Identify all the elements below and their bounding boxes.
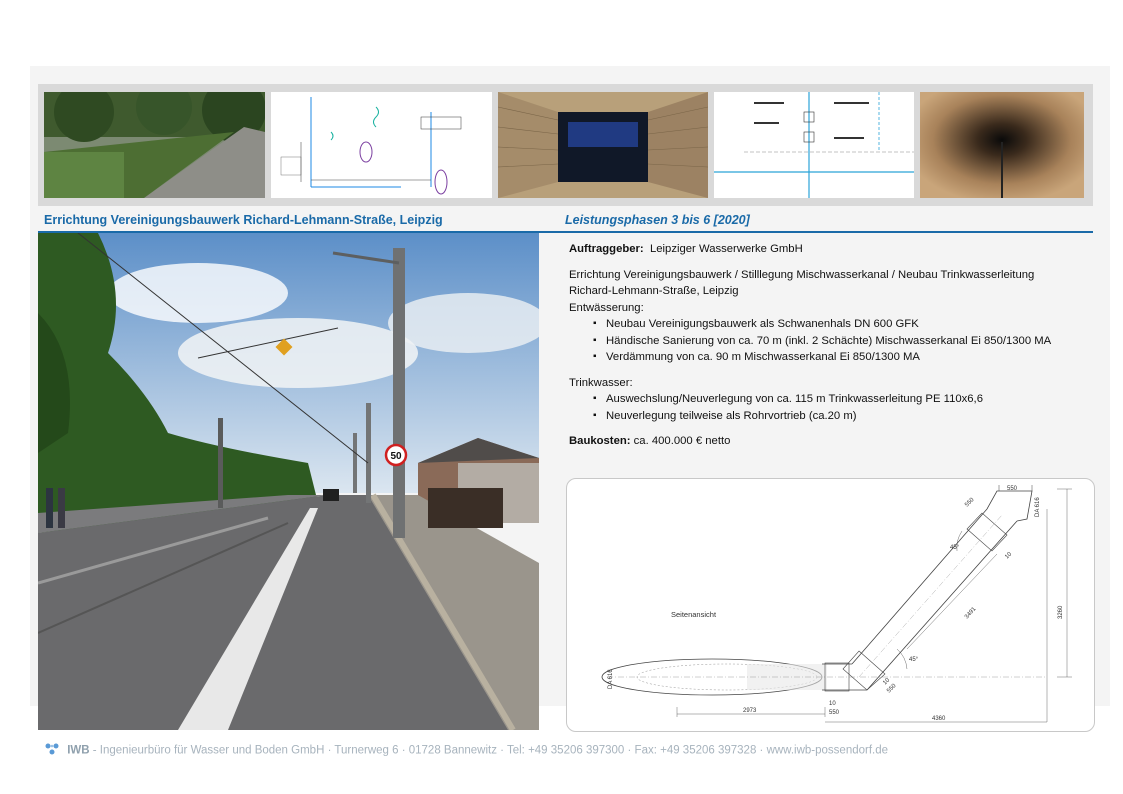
side-view-drawing xyxy=(566,478,1095,732)
footer-brand: IWB xyxy=(67,744,90,757)
list-item: ▪ Neubau Vereinigungsbauwerk als Schwanenhals DN 600 GFK xyxy=(593,316,1089,333)
thumbnail-pipe-schematic xyxy=(714,92,914,198)
dim-angle-top: 45° xyxy=(950,545,960,551)
list-item: ▪ Händische Sanierung von ca. 70 m (inkl. 2 Schächte) Mischwasserkanal Ei 850/1300 MA xyxy=(593,333,1089,350)
iwb-logo-icon xyxy=(44,742,60,759)
drainage-list xyxy=(569,316,1089,366)
dim-vertical-height: 3260 xyxy=(1058,605,1064,619)
dim-top-width: 550 xyxy=(1007,486,1018,492)
cost-value: ca. 400.000 € netto xyxy=(633,435,731,447)
dim-top-offset: 550 xyxy=(964,497,976,509)
description-location: Richard-Lehmann-Straße, Leipzig xyxy=(569,285,739,297)
client-label: Auftraggeber: xyxy=(569,243,644,255)
list-item: ▪ Neuverlegung teilweise als Rohrvortrieb (ca.20 m) xyxy=(593,408,1089,425)
client-value: Leipziger Wasserwerke GmbH xyxy=(649,243,803,255)
cost-label: Baukosten: xyxy=(569,435,631,447)
description-line: Errichtung Vereinigungsbauwerk / Stilllegung Mischwasserkanal / Neubau Trinkwasserleitung xyxy=(569,268,1035,281)
project-details xyxy=(569,241,1089,450)
dim-mid-550: 550 xyxy=(829,710,840,716)
dim-da-top: DA 616 xyxy=(1035,497,1041,517)
cost-line xyxy=(569,433,1089,450)
thumbnail-brick-shaft xyxy=(498,92,708,198)
dim-bottom-10: 10 xyxy=(882,677,892,687)
thumbnail-sewer-tunnel xyxy=(920,92,1084,198)
list-item: ▪ Verdämmung von ca. 90 m Mischwasserkanal Ei 850/1300 MA xyxy=(593,349,1089,366)
speed-limit-sign: 50 xyxy=(390,451,402,462)
project-phases: Leistungsphasen 3 bis 6 [2020] xyxy=(565,213,750,227)
footer xyxy=(44,742,888,759)
dim-bottom-550: 550 xyxy=(886,683,898,695)
drawing-view-label: Seitenansicht xyxy=(671,610,717,619)
drainage-heading: Entwässerung: xyxy=(569,301,644,314)
dim-da-left: DA 616 xyxy=(608,669,614,689)
dim-diag-length: 3491 xyxy=(964,606,978,621)
water-heading: Trinkwasser: xyxy=(569,376,633,389)
dim-left-length: 2973 xyxy=(743,708,757,714)
thumbnail-shaft-plan xyxy=(271,92,492,198)
client-line xyxy=(569,241,1089,258)
dim-total-length: 4360 xyxy=(932,716,946,722)
thumbnail-street-photo xyxy=(44,92,265,198)
dim-ten-top: 10 xyxy=(1004,551,1014,561)
project-title: Errichtung Vereinigungsbauwerk Richard-Lehmann-Straße, Leipzig xyxy=(44,213,443,227)
street-photo xyxy=(38,233,539,730)
footer-address: - Ingenieurbüro für Wasser und Boden GmbH · Turnerweg 6 · 01728 Bannewitz · Tel: +49 35206 397300 · Fax: +49 35206 397328 · www.iwb-possendorf.de xyxy=(92,744,889,757)
dim-mid-10: 10 xyxy=(829,701,836,707)
water-list xyxy=(569,391,1089,424)
list-item: ▪ Auswechslung/Neuverlegung von ca. 115 m Trinkwasserleitung PE 110x6,6 xyxy=(593,391,1089,408)
dim-angle-bottom: 45° xyxy=(909,657,919,663)
